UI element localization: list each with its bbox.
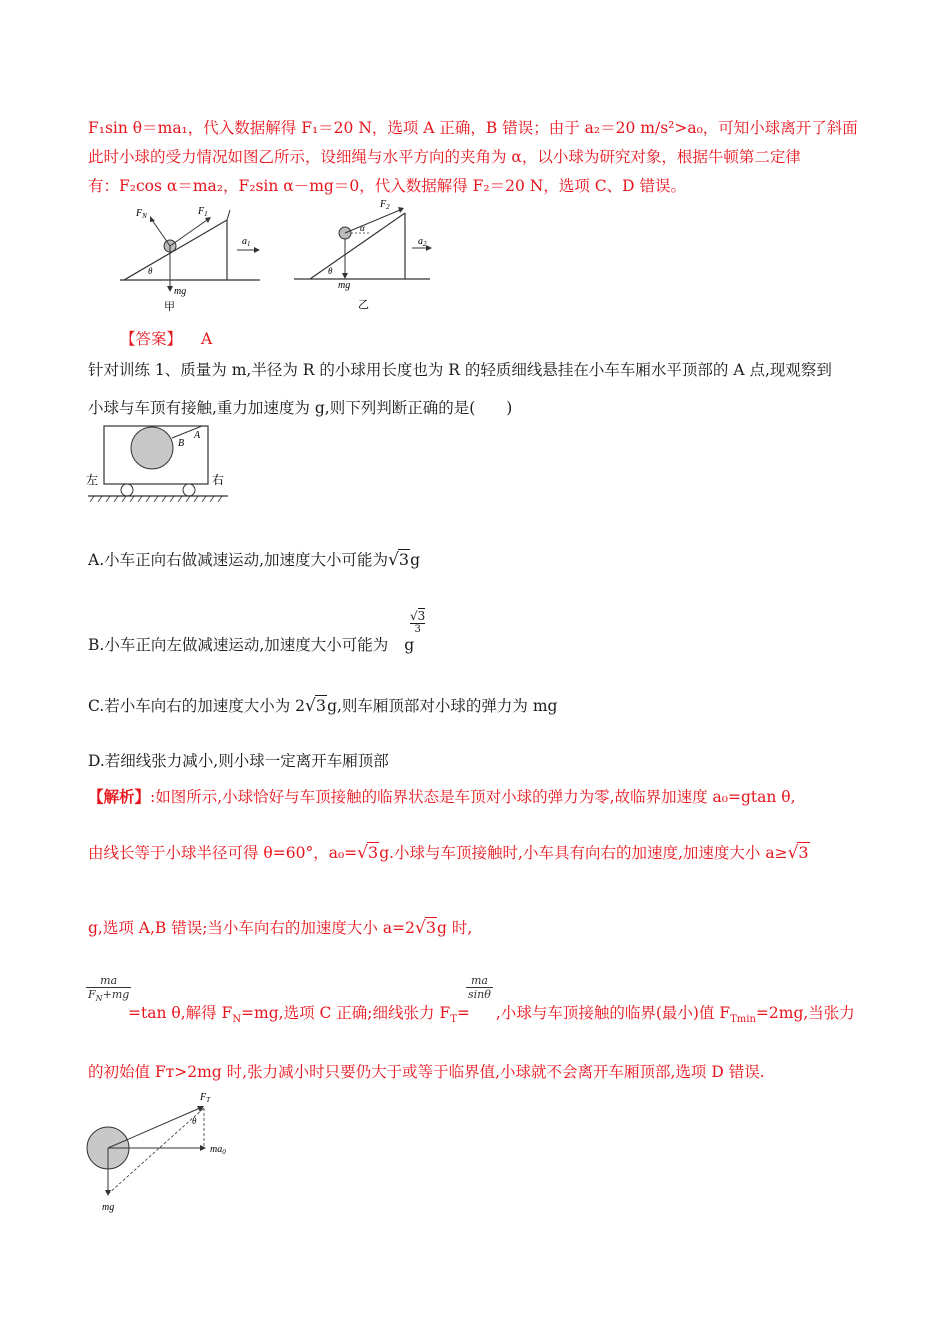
question-line-2: 小球与车顶有接触,重力加速度为 g,则下列判断正确的是( ) — [88, 399, 513, 417]
svg-text:α: α — [360, 223, 365, 233]
analysis-line-5: 的初始值 Fᴛ>2mg 时,张力减小时只要仍大于或等于临界值,小球就不会离开车厢顶部,选项 D 错误. — [88, 1063, 765, 1081]
svg-text:a1: $a_1$ — [242, 236, 251, 248]
incline-figure-jia — [112, 200, 272, 315]
answer-value: A — [200, 330, 213, 348]
sqrt-3: √3 — [305, 696, 327, 716]
solution-line-3: 有：F₂cos α＝ma₂，F₂sin α－mg＝0，代入数据解得 F₂＝20 N，选项 C、D 错误。 — [88, 177, 686, 195]
svg-text:θ: θ — [148, 266, 153, 276]
analysis-label: 【解析】 — [88, 787, 151, 806]
analysis-line-1: 【解析】:如图所示,小球恰好与车顶接触的临界状态是车顶对小球的弹力为零,故临界加速度 a₀=gtan θ, — [88, 787, 796, 806]
analysis-line-2: 由线长等于小球半径可得 θ=60°，a₀=√3g.小球与车顶接触时,小车具有向右的加速度,加速度大小 a≥√3 — [88, 843, 809, 863]
option-d: D.若细线张力减小,则小球一定离开车厢顶部 — [88, 752, 389, 770]
svg-text:甲: 甲 — [164, 301, 175, 313]
svg-text:左: 左 — [86, 473, 99, 487]
option-a: A.小车正向右做减速运动,加速度大小可能为√3g — [88, 550, 421, 570]
solution-line-1: F₁sin θ＝ma₁，代入数据解得 F₁＝20 N，选项 A 正确，B 错误；由于 a₂＝20 m/s²>a₀，可知小球离开了斜面 — [88, 119, 858, 137]
svg-text:mg: mg — [338, 280, 351, 291]
analysis-line-3: g,选项 A,B 错误;当小车向右的加速度大小 a=2√3g 时, — [88, 918, 473, 938]
svg-text:乙: 乙 — [358, 299, 369, 311]
analysis-line-4: =tan θ,解得 $F_N=mg$,选项 C 正确;细线张力 $F_T=$ ,小球与车顶接触的临界(最小)值 $F_{Tmin}=2mg$,当张力 — [128, 1004, 855, 1026]
svg-text:a2: $a_2$ — [418, 236, 427, 248]
svg-text:FN: $F_N$ — [136, 208, 147, 220]
svg-text:B: B — [178, 438, 185, 449]
answer-label: 【答案】 — [120, 330, 183, 348]
answer-line — [120, 327, 212, 349]
svg-text:mg: mg — [102, 1202, 115, 1213]
svg-text:mg: mg — [174, 286, 187, 297]
option-b: B.小车正向左做减速运动,加速度大小可能为 g — [88, 636, 415, 654]
car-figure — [82, 420, 232, 508]
force-diagram — [82, 1090, 252, 1215]
svg-text:θ: θ — [192, 1116, 197, 1126]
svg-text:右: 右 — [212, 473, 225, 487]
svg-text:ma0: $ma_0$ — [210, 1144, 226, 1156]
svg-text:θ: θ — [328, 266, 333, 276]
sqrt-3: √3 — [388, 550, 410, 570]
option-c: C.若小车向右的加速度大小为 2√3g,则车厢顶部对小球的弹力为 mg — [88, 696, 558, 716]
incline-figure-yi — [290, 195, 440, 315]
svg-text:F2: $F_2$ — [380, 199, 390, 211]
option-b-fraction: √3 3 — [410, 609, 426, 635]
fraction-ma-over-fn-plus-mg: $\frac{ma}{F_N+mg}$ — [88, 974, 130, 1004]
fraction-ma-over-sin-theta: $\frac{ma}{\sin\theta}$ — [468, 974, 491, 1001]
svg-text:FT: $F_T$ — [200, 1092, 211, 1104]
solution-line-2: 此时小球的受力情况如图乙所示，设细绳与水平方向的夹角为 α，以小球为研究对象，根据牛顿第二定律 — [88, 148, 801, 166]
question-line-1: 针对训练 1、质量为 m,半径为 R 的小球用长度也为 R 的轻质细线悬挂在小车车厢水平顶部的 A 点,现观察到 — [88, 361, 832, 379]
svg-text:A: A — [194, 430, 201, 441]
svg-text:F1: $F_1$ — [198, 206, 208, 218]
